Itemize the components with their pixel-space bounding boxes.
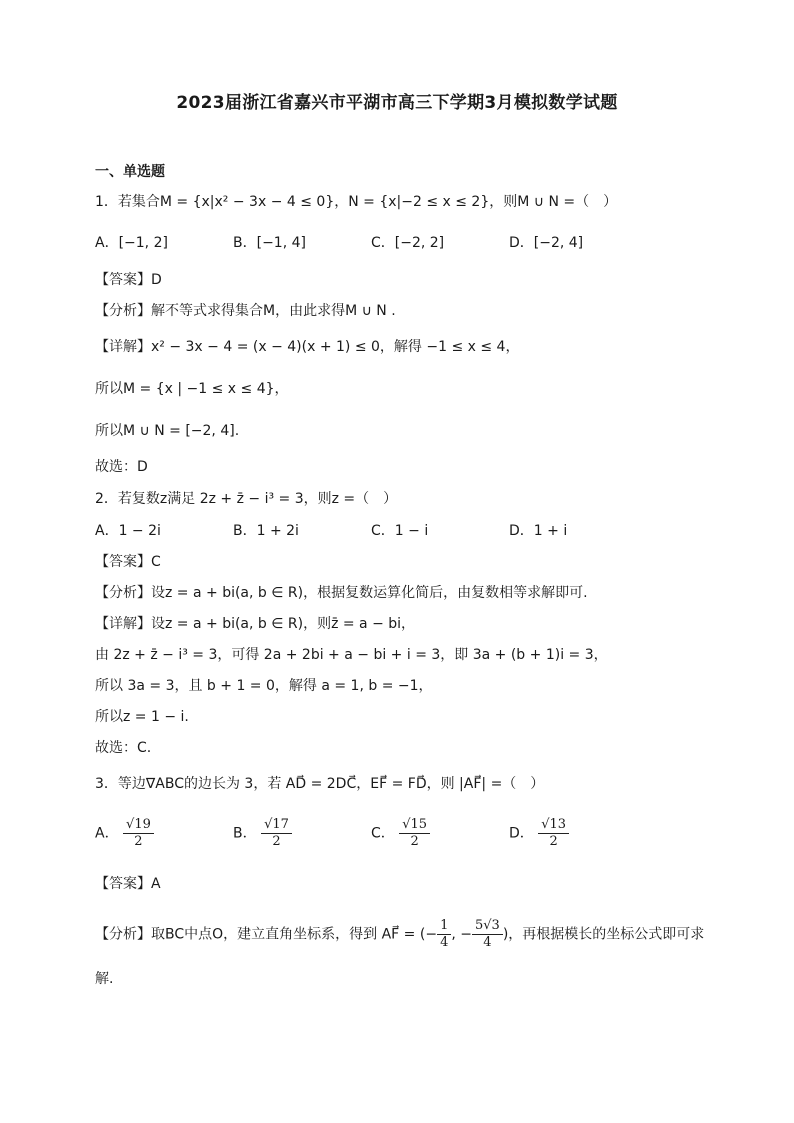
q1-detail-1: 【详解】x² − 3x − 4 = (x − 4)(x + 1) ≤ 0，解得 −1 ≤ x ≤ 4， (95, 339, 520, 355)
q3-analysis-fraction-2-den: 4 (483, 935, 492, 950)
q1-choice: 故选：D (95, 459, 148, 475)
q2-choice: 故选：C. (95, 740, 152, 756)
q3-option-d-numerator: √13 (538, 817, 569, 834)
q3-option-c-numerator: √15 (399, 817, 430, 834)
q2-option-d: D．1 + i (509, 523, 568, 539)
q3-option-d-denominator: 2 (549, 834, 558, 849)
q2-stem: 2．若复数z满足 2z + z̄ − i³ = 3，则z =（ ） (95, 491, 398, 507)
q3-analysis-fraction-1-den: 4 (440, 935, 449, 950)
q1-stem: 1．若集合M = {x|x² − 3x − 4 ≤ 0}，N = {x|−2 ≤ x ≤ 2}，则M ∪ N =（ ） (95, 194, 618, 210)
q3-option-c (371, 817, 430, 850)
q3-analysis-text-2: )，再根据模长的坐标公式即可求 (502, 926, 705, 943)
q3-option-c-fraction (399, 817, 430, 850)
q3-option-d-label: D． (509, 825, 534, 842)
q3-analysis-fraction-2-num: 5√3 (472, 918, 503, 935)
q3-analysis-fraction-2 (472, 918, 503, 951)
q1-answer: 【答案】D (95, 272, 162, 288)
q2-detail-2: 由 2z + z̄ − i³ = 3，可得 2a + 2bi + a − bi + i = 3，即 3a + (b + 1)i = 3， (95, 647, 608, 663)
q3-option-b-denominator: 2 (272, 834, 281, 849)
q2-option-a: A．1 − 2i (95, 523, 161, 539)
q2-detail-4: 所以z = 1 − i. (95, 709, 189, 725)
q3-option-c-denominator: 2 (410, 834, 419, 849)
q3-option-a-label: A． (95, 825, 119, 842)
section-heading: 一、单选题 (95, 164, 165, 180)
q3-option-a-fraction (123, 817, 154, 850)
q2-option-b: B．1 + 2i (233, 523, 299, 539)
q3-option-a (95, 817, 154, 850)
q3-option-b-numerator: √17 (261, 817, 292, 834)
q2-option-c: C．1 − i (371, 523, 429, 539)
page-title: 2023届浙江省嘉兴市平湖市高三下学期3月模拟数学试题 (176, 93, 618, 113)
q3-option-b (233, 817, 292, 850)
q2-detail-1: 【详解】设z = a + bi(a, b ∈ R)，则z̄ = a − bi， (95, 616, 416, 632)
q1-option-d: D．[−2, 4] (509, 235, 584, 251)
q1-detail-3: 所以M ∪ N = [−2, 4]. (95, 423, 240, 439)
q3-analysis-fraction-1 (437, 918, 451, 951)
q3-stem: 3．等边∇ABC的边长为 3，若 AD⃗ = 2DC⃗，EF⃗ = FD⃗，则 |AF⃗| =（ ） (95, 776, 545, 792)
q3-analysis: 【分析】取BC中点O，建立直角坐标系，得到 AF⃗ = (− $\frac{1}{4}$ , − $\frac{5√3}{4}$ )，再根据模长的坐标公式即可求 (95, 918, 705, 950)
q1-option-b: B．[−1, 4] (233, 235, 306, 251)
q3-option-a-denominator: 2 (134, 834, 143, 849)
q1-option-c: C．[−2, 2] (371, 235, 445, 251)
q3-option-d-fraction (538, 817, 569, 850)
q2-analysis: 【分析】设z = a + bi(a, b ∈ R)，根据复数运算化简后，由复数相等求解即可. (95, 585, 588, 601)
q3-option-d (509, 817, 569, 850)
q3-option-c-label: C． (371, 825, 395, 842)
q3-answer: 【答案】A (95, 876, 161, 892)
q2-detail-3: 所以 3a = 3，且 b + 1 = 0，解得 a = 1, b = −1， (95, 678, 433, 694)
q1-analysis: 【分析】解不等式求得集合M，由此求得M ∪ N . (95, 303, 396, 319)
q3-option-b-label: B． (233, 825, 257, 842)
q2-answer: 【答案】C (95, 554, 161, 570)
q3-option-a-numerator: √19 (123, 817, 154, 834)
q3-analysis-end: 解. (95, 971, 114, 987)
q1-option-a: A．[−1, 2] (95, 235, 168, 251)
q3-option-b-fraction (261, 817, 292, 850)
q3-analysis-text-1: 【分析】取BC中点O，建立直角坐标系，得到 AF⃗ = ( (95, 926, 426, 943)
q3-analysis-fraction-1-num: 1 (437, 918, 451, 935)
q1-detail-2: 所以M = {x | −1 ≤ x ≤ 4}， (95, 381, 289, 397)
